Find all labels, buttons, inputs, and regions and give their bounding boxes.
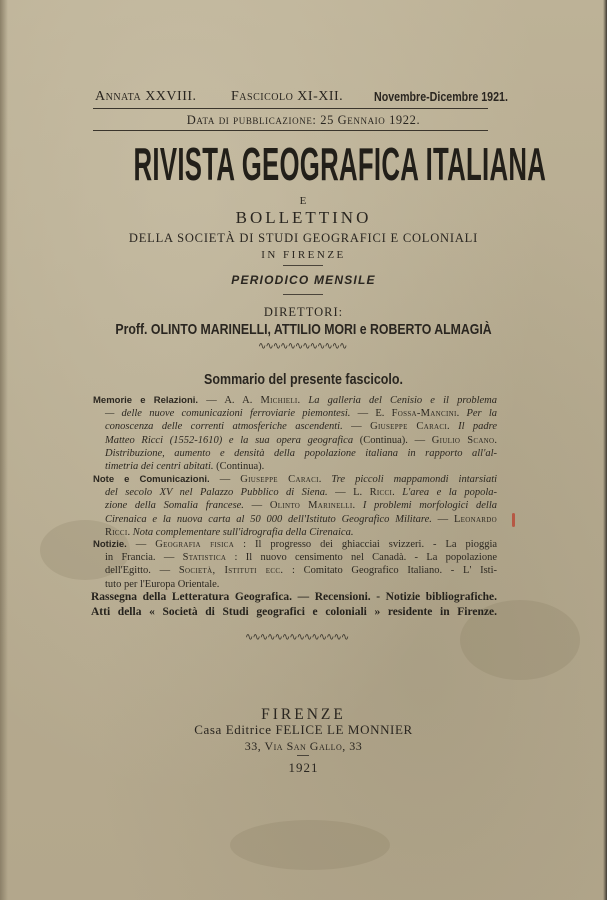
summary-text: Il padre (458, 421, 498, 433)
paper-stain (230, 820, 390, 870)
summary-text: Distribuzione, aumento e densità della popolazione italiana in rapporto all'al- (105, 447, 497, 459)
summary-text: Leonardo (453, 513, 497, 525)
summary-text: . (494, 434, 498, 446)
header-rule (93, 108, 488, 109)
summary-line (93, 513, 497, 526)
summary-text: Giuseppe Caraci (370, 421, 448, 433)
summary-text: Michieli (260, 395, 298, 406)
summary-text: Giuseppe Caraci (240, 474, 319, 485)
summary-text: . (297, 395, 309, 406)
section-label: Memorie e Relazioni. (93, 395, 199, 406)
summary-text: Per la (466, 408, 498, 420)
summary-text: . (447, 421, 459, 433)
summary-text: : Comitato Geografico Italiano. - L' Isti- (283, 565, 497, 577)
directors-label: DIRETTORI: (263, 305, 344, 319)
summary-atti: Atti della « Società di Studi geografici e coloniali » residente in Firenze. (91, 606, 497, 618)
divider (297, 755, 309, 756)
divider (283, 294, 323, 295)
summary-line (93, 564, 497, 577)
summary-text: . (318, 474, 332, 485)
summary-text: dell'Egitto. — (105, 565, 179, 577)
summary-text: — A. A. (198, 395, 261, 406)
summary-text: tuto per l'Europa Orientale. (105, 578, 220, 590)
summary-memorie (93, 394, 497, 473)
summary-text: — (209, 474, 241, 485)
ornamental-divider: ∿∿∿∿∿∿∿∿∿∿∿∿∿∿ (245, 632, 349, 643)
summary-text: . (352, 500, 363, 512)
summary-text: I problemi morfologici della (362, 500, 498, 512)
summary-line (93, 434, 497, 447)
issue-months: Novembre-Dicembre 1921. (374, 89, 508, 104)
summary-text: . (456, 408, 467, 420)
summary-text: — delle nuove comunicazioni ferroviarie piemontesi. (105, 408, 351, 420)
summary-text: in Francia. — (105, 552, 183, 564)
summary-text: Cirenaica e la nuova carta al 50 000 dell'Istituto Geografico Militare. (105, 513, 432, 525)
summary-line (93, 499, 497, 512)
summary-text: Tre piccoli mappamondi intarsiati (331, 474, 498, 485)
summary-text: Ricci (105, 526, 128, 538)
summary-text: Statistica (182, 552, 227, 564)
publisher-address: 33, Via San Gallo, 33 (244, 739, 363, 753)
section-label: Note e Comunicazioni. (93, 474, 210, 485)
summary-text: Nota complementare sull'idrografia della Cirenaica. (132, 526, 354, 538)
summary-line (93, 578, 497, 591)
summary-text: : Il nuovo censimento nel Canadà. - La popolazione (226, 552, 497, 564)
summary-text: del secolo XV nel Palazzo Pubblico di Siena. (105, 487, 328, 499)
summary-note (93, 473, 497, 539)
red-pencil-mark (512, 513, 515, 527)
summary-text: — L. (327, 487, 370, 499)
title-conjunction: E (299, 195, 308, 207)
annata: Annata XXVIII. (95, 89, 197, 104)
fascicolo: Fascicolo XI-XII. (231, 89, 344, 104)
summary-text: . (127, 526, 133, 538)
summary-text: — (243, 500, 270, 512)
section-label: Notizie. (93, 539, 127, 550)
summary-notizie (93, 538, 497, 591)
summary-line (93, 473, 497, 486)
summary-rassegna: Rassegna della Letteratura Geografica. — Recensioni. - Notizie bibliografiche. (91, 591, 497, 603)
summary-line (93, 420, 497, 433)
summary-text: (Continua). — (353, 434, 432, 446)
divider (283, 265, 323, 266)
summary-text: — E. (350, 408, 392, 420)
summary-line (93, 407, 497, 420)
summary-text: — (431, 513, 454, 525)
summary-text: — (342, 421, 371, 433)
summary-line (93, 538, 497, 551)
summary-text: : Il progresso dei ghiacciai svizzeri. - La pioggia (234, 539, 498, 550)
summary-line (93, 460, 497, 473)
summary-text: . (392, 487, 403, 499)
summary-text: — (126, 539, 156, 550)
publisher-name: Casa Editrice FELICE LE MONNIER (194, 722, 413, 737)
summary-text: Giulio Scano (431, 434, 495, 446)
summary-text: timetria dei centri abitati. (105, 461, 214, 473)
summary-line (93, 394, 497, 407)
summary-text: zione della Somalia francese. (105, 500, 244, 512)
summary-text: Fossa-Mancini (391, 408, 457, 420)
summary-rassegna-atti (91, 590, 497, 620)
summary-text: Matteo Ricci (1552-1610) e la sua opera geografica (105, 434, 354, 446)
summary-text: L'area e la popola- (402, 487, 498, 499)
summary-text: conoscenza delle correnti atmosferiche ascendenti. (105, 421, 343, 433)
publication-date: Data di pubblicazione: 25 Gennaio 1922. (186, 113, 421, 127)
summary-text: Ricci (369, 487, 393, 499)
header-rule (93, 130, 488, 131)
summary-heading: Sommario del presente fascicolo. (204, 372, 403, 388)
society-name: DELLA SOCIETÀ DI STUDI GEOGRAFICI E COLONIALI (128, 231, 479, 245)
ornamental-divider: ∿∿∿∿∿∿∿∿∿∿∿∿ (258, 341, 347, 352)
directors-names: Proff. OLINTO MARINELLI, ATTILIO MORI e ROBERTO ALMAGIÀ (115, 321, 492, 338)
periodicity: PERIODICO MENSILE (231, 273, 376, 287)
summary-line (93, 551, 497, 564)
summary-text: Geografia fisica (155, 539, 235, 550)
publication-year: 1921 (288, 760, 319, 775)
summary-text: Olinto Marinelli (269, 500, 353, 512)
summary-text: (Continua). (213, 461, 265, 473)
journal-title: RIVISTA GEOGRAFICA ITALIANA (133, 138, 547, 190)
summary-line (93, 447, 497, 460)
bollettino-heading: BOLLETTINO (235, 208, 372, 227)
summary-text: La galleria del Cenisio e il problema (308, 395, 497, 406)
society-seat: IN FIRENZE (261, 249, 346, 261)
publisher-city: FIRENZE (261, 706, 346, 723)
summary-text: Società, Istituti ecc. (178, 565, 284, 577)
summary-line (93, 486, 497, 499)
